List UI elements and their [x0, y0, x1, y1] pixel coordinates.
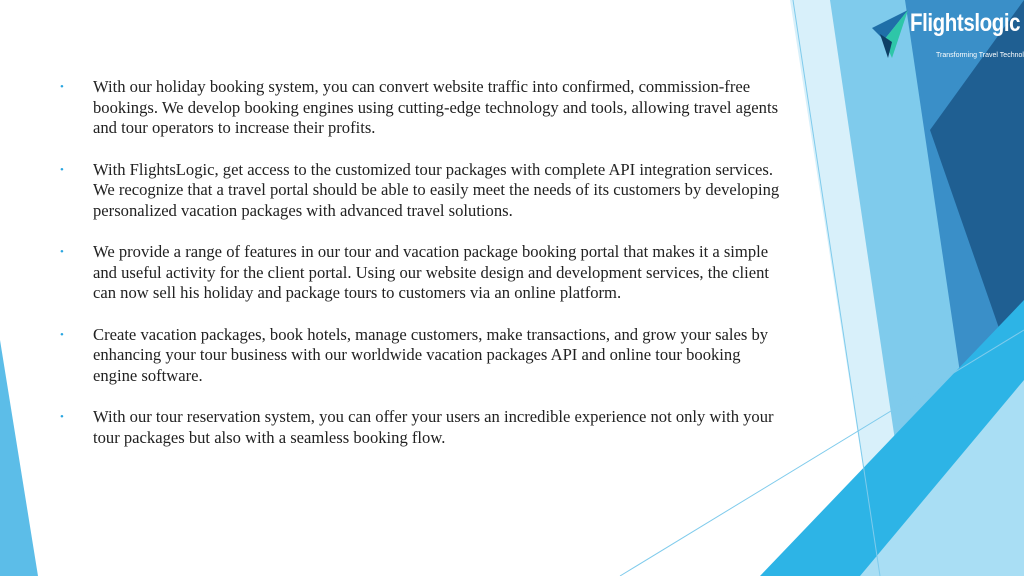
bg-left-sliver [0, 340, 38, 576]
bullet-item [60, 160, 780, 222]
bullet-item [60, 242, 780, 304]
bullet-marker: • [60, 411, 64, 423]
bullet-marker: • [60, 328, 64, 341]
bullet-marker: • [60, 246, 64, 258]
bullet-marker: • [60, 163, 64, 176]
logo-title: Flightslogic [910, 9, 1021, 37]
bullet-text: With FlightsLogic, get access to the customized tour packages with complete API integration services. We recognize that a travel portal should be able to easily meet the needs of its customers by developing personalized vacation packages with advanced travel solutions. [93, 159, 780, 220]
bullet-item [60, 325, 780, 387]
bullet-item [60, 77, 780, 139]
logo-tagline: Transforming Travel Technology [936, 52, 1035, 59]
bullet-item [60, 407, 780, 448]
bullet-text: We provide a range of features in our tour and vacation package booking portal that makes it a simple and useful activity for the client portal. Using our website design and development services, the client can now sell his holiday and package tours to customers via an online platform. [93, 242, 770, 302]
bullet-text: Create vacation packages, book hotels, manage customers, make transactions, and grow your sales by enhancing your tour business with our worldwide vacation packages API and online tour booking engine software. [93, 324, 769, 385]
flightslogic-logo [870, 6, 1035, 66]
bullet-text: With our tour reservation system, you can offer your users an incredible experience not only with your tour packages but also with a seamless booking flow. [93, 407, 774, 447]
bullet-list [60, 77, 780, 469]
plane-logo-icon [870, 6, 910, 62]
bullet-marker: • [60, 81, 64, 93]
bullet-text: With our holiday booking system, you can convert website traffic into confirmed, commission-free bookings. We develop booking engines using cutting-edge technology and tools, allowing travel agents and tour operators to increase their profits. [93, 77, 779, 137]
